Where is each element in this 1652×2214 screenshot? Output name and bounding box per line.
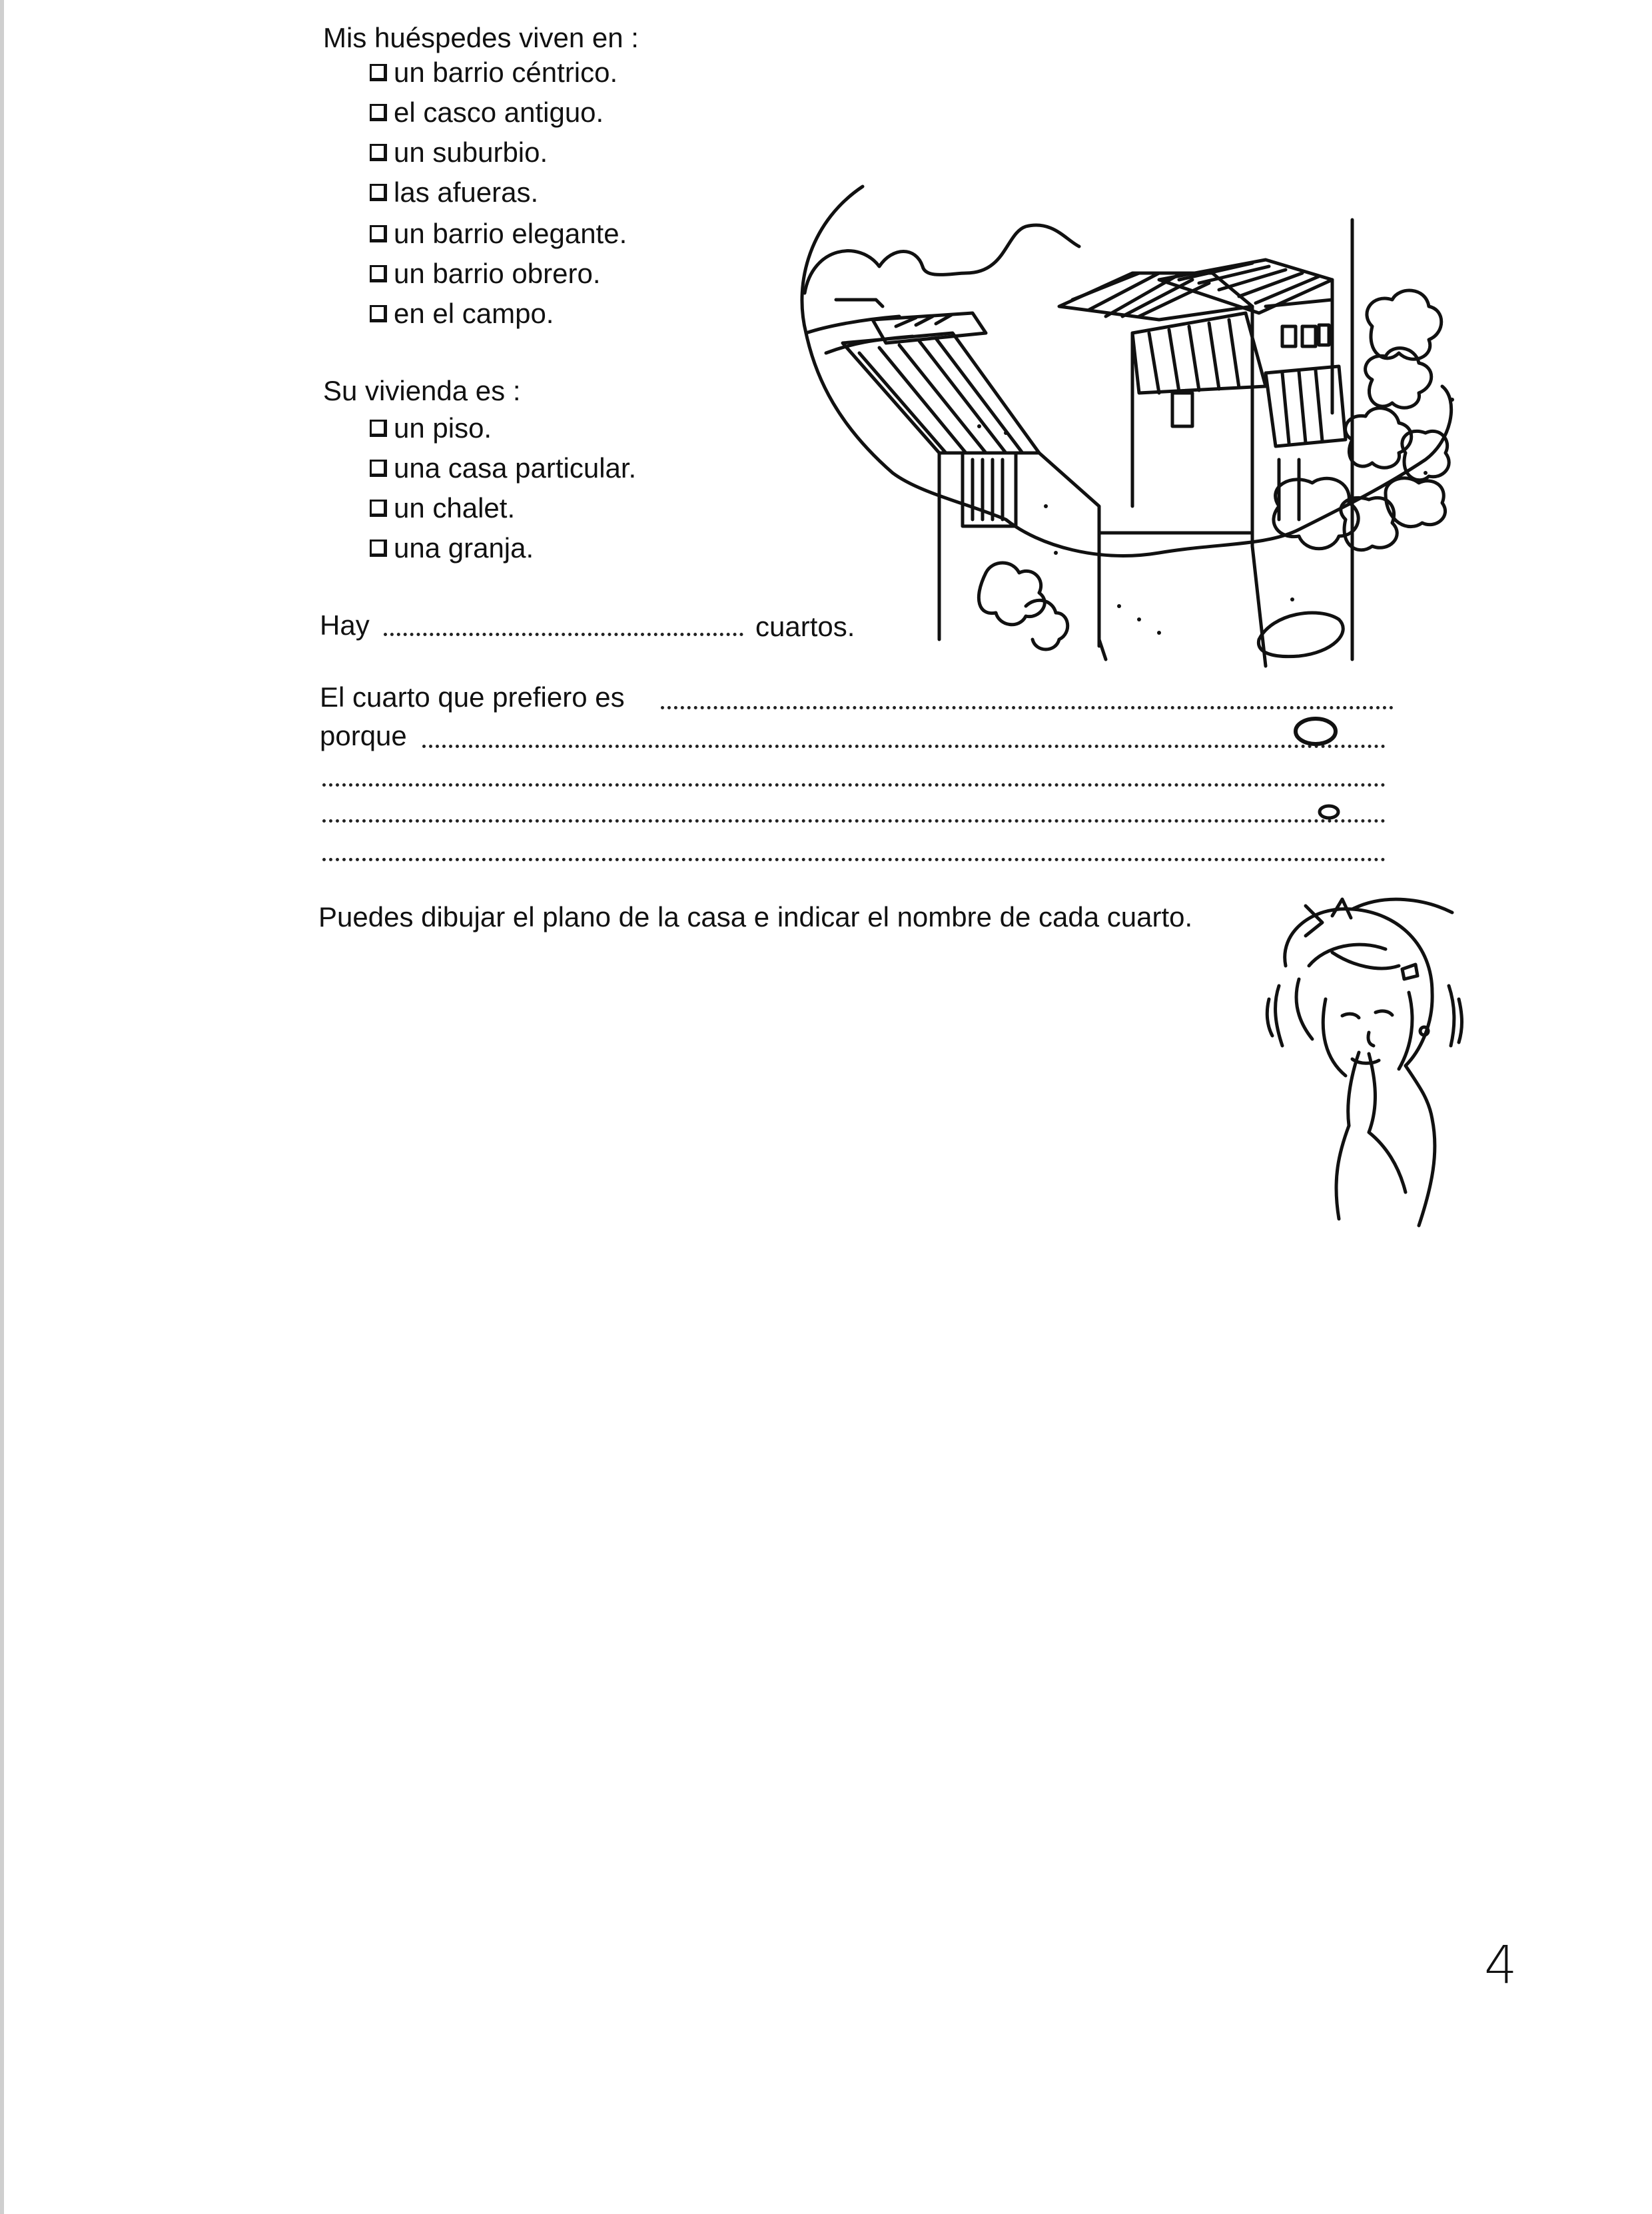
house-illustration [786, 173, 1472, 679]
rooms-count-blank[interactable] [384, 633, 743, 636]
because-blank-2[interactable] [322, 783, 1386, 787]
option-row[interactable] [370, 300, 554, 328]
option-label: una granja. [394, 532, 534, 563]
checkbox-icon[interactable] [370, 500, 387, 517]
checkbox-icon[interactable] [370, 420, 387, 437]
ellipse-mark-1 [1292, 714, 1339, 747]
checkbox-icon[interactable] [370, 104, 387, 121]
option-row[interactable] [370, 260, 601, 288]
scan-edge [0, 0, 4, 2214]
option-label: un barrio obrero. [394, 258, 601, 289]
option-label: una casa particular. [394, 452, 637, 484]
because-blank-4[interactable] [322, 858, 1386, 861]
preferred-blank[interactable] [661, 706, 1394, 709]
ellipse-mark-2 [1316, 802, 1342, 822]
checkbox-icon[interactable] [370, 225, 387, 242]
rooms-suffix: cuartos. [755, 611, 855, 642]
option-label: un barrio elegante. [394, 218, 627, 249]
option-row[interactable] [370, 534, 534, 562]
because-blank-1[interactable] [422, 745, 1386, 748]
option-label: un piso. [394, 412, 492, 444]
option-row[interactable] [370, 59, 618, 87]
option-row[interactable] [370, 179, 538, 206]
option-row[interactable] [370, 494, 515, 522]
option-label: en el campo. [394, 298, 554, 329]
checkbox-icon[interactable] [370, 184, 387, 201]
option-row[interactable] [370, 454, 636, 482]
option-label: el casco antiguo. [394, 97, 604, 128]
because-label: porque [320, 720, 407, 751]
option-row[interactable] [370, 99, 604, 127]
rooms-prefix: Hay [320, 609, 370, 641]
preferred-label: El cuarto que prefiero es [320, 681, 625, 713]
because-blank-3[interactable] [322, 819, 1386, 823]
checkbox-icon[interactable] [370, 144, 387, 161]
option-label: las afueras. [394, 177, 539, 208]
option-row[interactable] [370, 414, 492, 442]
option-row[interactable] [370, 139, 548, 167]
checkbox-icon[interactable] [370, 305, 387, 322]
section1-title: Mis huéspedes viven en : [323, 22, 639, 53]
checkbox-icon[interactable] [370, 460, 387, 477]
checkbox-icon[interactable] [370, 540, 387, 557]
instruction-text: Puedes dibujar el plano de la casa e indicar el nombre de cada cuarto. [318, 901, 1193, 932]
page-number: 4 [1484, 1936, 1517, 1996]
section2-title: Su vivienda es : [323, 375, 521, 406]
option-row[interactable] [370, 220, 627, 248]
checkbox-icon[interactable] [370, 64, 387, 81]
option-label: un chalet. [394, 492, 516, 524]
checkbox-icon[interactable] [370, 265, 387, 282]
option-label: un suburbio. [394, 137, 548, 168]
girl-thinking-illustration [1252, 886, 1472, 1232]
option-label: un barrio céntrico. [394, 57, 618, 88]
